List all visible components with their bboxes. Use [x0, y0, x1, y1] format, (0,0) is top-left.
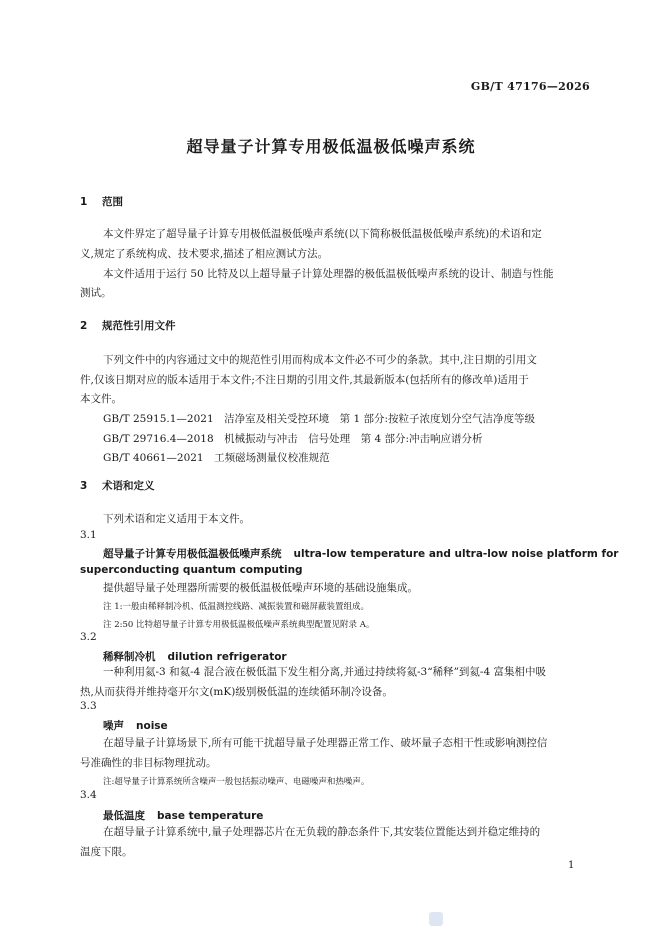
clause-number: 3.1 [80, 529, 97, 541]
reference-item: GB/T 25915.1—2021 洁净室及相关受控环境 第 1 部分:按粒子浓度划分空气洁净度等级 [103, 413, 536, 425]
term-zh: 稀释制冷机 [103, 651, 156, 663]
section-3-heading [80, 478, 155, 493]
paragraph-line: 本文件界定了超导量子计算专用极低温极低噪声系统(以下简称极低温极低噪声系统)的术语和定 [103, 228, 542, 240]
document-number: GB/T 47176—2026 [470, 80, 590, 93]
paragraph-line: 下列术语和定义适用于本文件。 [103, 513, 250, 525]
section-number: 3 [80, 480, 88, 492]
term-zh: 最低温度 [103, 810, 145, 822]
page-number: 1 [568, 860, 575, 871]
term-zh: 超导量子计算专用极低温极低噪声系统 [103, 548, 282, 560]
clause-number: 3.4 [80, 789, 97, 801]
page-title: 超导量子计算专用极低温极低噪声系统 [186, 137, 476, 156]
note: 注 2:50 比特超导量子计算专用极低温极低噪声系统典型配置见附录 A。 [103, 620, 375, 630]
watermark-logo-icon [429, 912, 443, 926]
term-en-continued: superconducting quantum computing [80, 564, 303, 576]
term-entry [103, 546, 618, 561]
term-entry [103, 718, 168, 733]
paragraph-line: 测试。 [80, 287, 112, 299]
reference-item: GB/T 40661—2021 工频磁场测量仪校准规范 [103, 452, 330, 464]
section-2-heading [80, 318, 176, 333]
term-en: base temperature [157, 810, 264, 822]
clause-number: 3.3 [80, 700, 97, 712]
note: 注 1:一般由稀释制冷机、低温测控线路、减振装置和磁屏蔽装置组成。 [103, 602, 369, 612]
term-zh: 噪声 [103, 720, 124, 732]
section-number: 2 [80, 320, 88, 332]
paragraph-line: 本文件。 [80, 393, 122, 405]
section-title: 规范性引用文件 [102, 320, 176, 332]
note: 注:超导量子计算系统所含噪声一般包括振动噪声、电磁噪声和热噪声。 [103, 777, 370, 787]
definition-line: 温度下限。 [80, 846, 133, 858]
definition-line: 号准确性的非目标物理扰动。 [80, 757, 217, 769]
definition-line: 一种利用氦-3 和氦-4 混合液在极低温下发生相分离,并通过持续将氦-3“稀释”到氦-4 富集相中吸 [103, 666, 546, 678]
definition-line: 在超导量子计算系统中,量子处理器芯片在无负载的静态条件下,其安装位置能达到并稳定维持的 [103, 826, 541, 838]
section-title: 术语和定义 [102, 480, 155, 492]
term-en: dilution refrigerator [167, 651, 287, 663]
section-title: 范围 [102, 196, 123, 208]
term-entry [103, 808, 263, 823]
term-en: ultra-low temperature and ultra-low noise platform for [293, 548, 619, 560]
definition-line: 在超导量子计算场景下,所有可能干扰超导量子处理器正常工作、破坏量子态相干性或影响测控信 [103, 737, 548, 749]
paragraph-line: 义,规定了系统构成、技术要求,描述了相应测试方法。 [80, 248, 329, 260]
reference-item: GB/T 29716.4—2018 机械振动与冲击 信号处理 第 4 部分:冲击响应谱分析 [103, 433, 483, 445]
section-number: 1 [80, 196, 88, 208]
term-en: noise [136, 720, 168, 732]
paragraph-line: 件,仅该日期对应的版本适用于本文件;不注日期的引用文件,其最新版本(包括所有的修改单)适用于 [80, 374, 529, 386]
definition-line: 热,从而获得并维持毫开尔文(mK)级别极低温的连续循环制冷设备。 [80, 686, 393, 698]
definition-line: 提供超导量子处理器所需要的极低温极低噪声环境的基础设施集成。 [103, 582, 418, 594]
clause-number: 3.2 [80, 631, 97, 643]
section-1-heading [80, 194, 123, 209]
paragraph-line: 本文件适用于运行 50 比特及以上超导量子计算处理器的极低温极低噪声系统的设计、制造与性能 [103, 268, 554, 280]
paragraph-line: 下列文件中的内容通过文中的规范性引用而构成本文件必不可少的条款。其中,注日期的引用文 [103, 354, 537, 366]
